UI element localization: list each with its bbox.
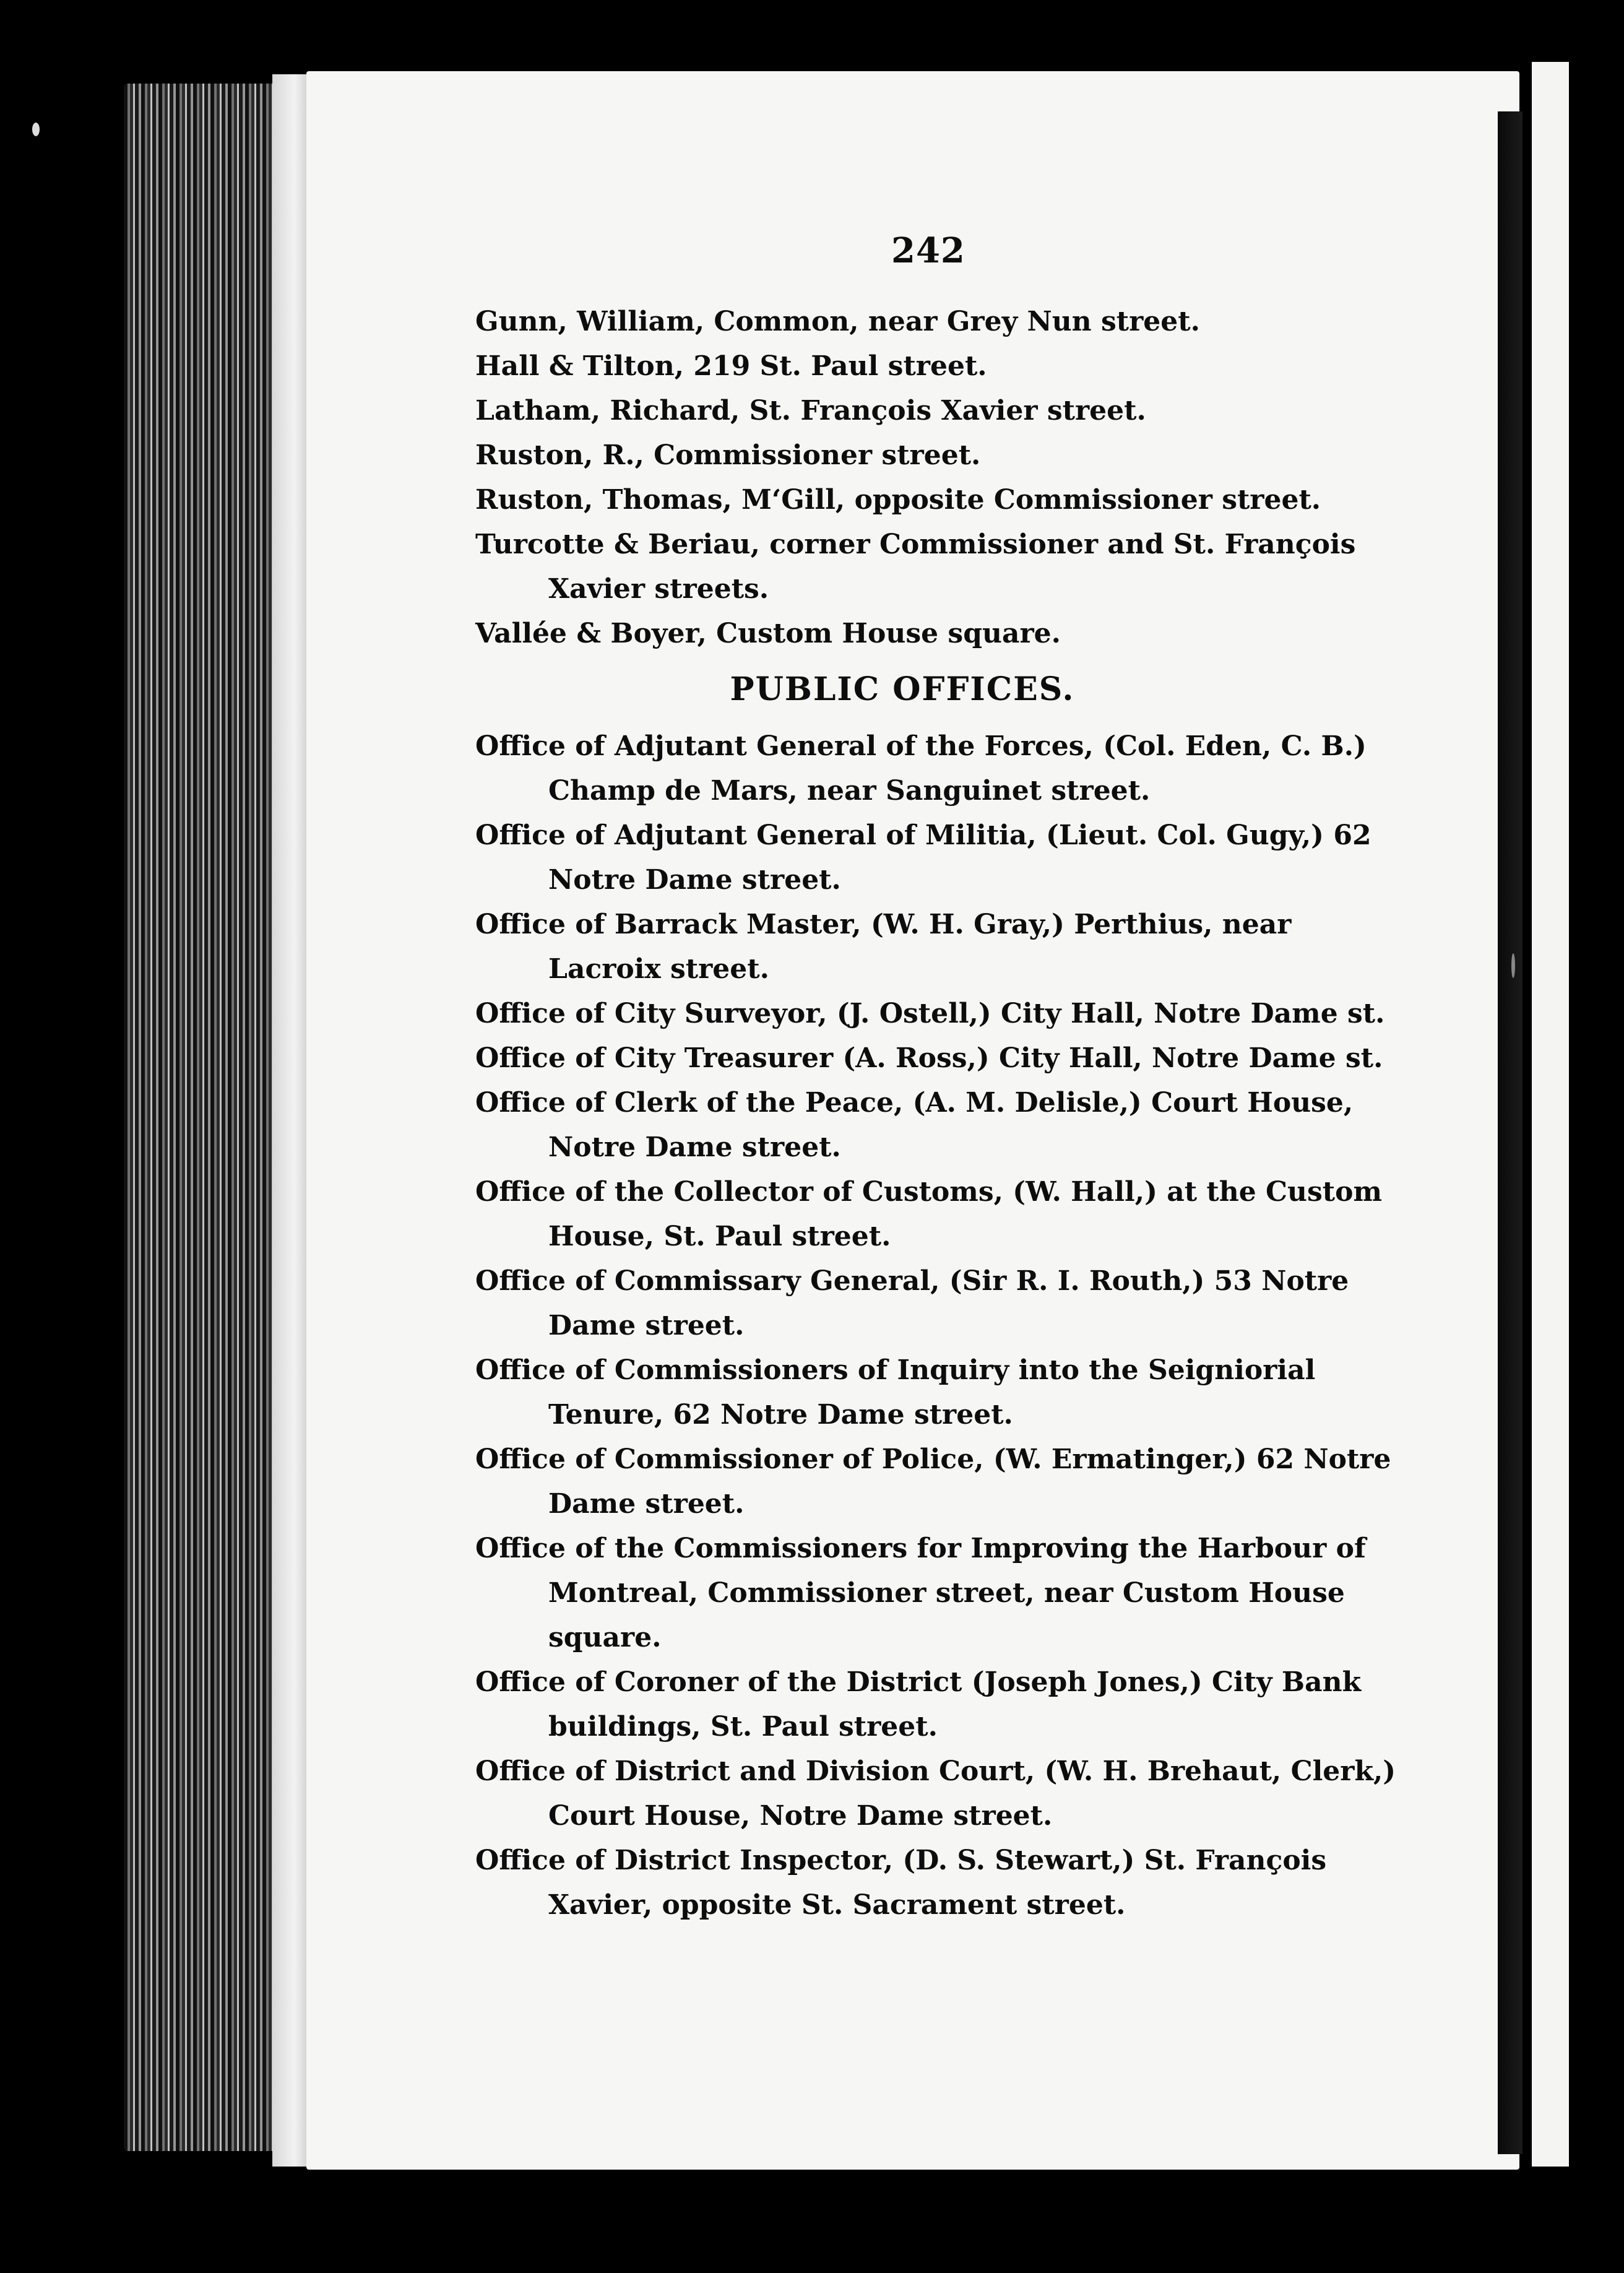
scan-speck — [32, 123, 40, 136]
book-gutter — [272, 74, 309, 2167]
directory-entry: Gunn, William, Common, near Grey Nun street. — [475, 306, 1200, 337]
directory-entry: Hall & Tilton, 219 St. Paul street. — [475, 350, 987, 382]
office-entry: Office of the Commissioners for Improving the Harbour of Montreal, Commissioner street, near Custom House square. — [475, 1533, 1366, 1653]
directory-entry: Latham, Richard, St. François Xavier street. — [475, 395, 1146, 426]
scan-speck — [1511, 953, 1515, 978]
page-content — [475, 300, 1404, 1928]
office-entry: Office of Adjutant General of Militia, (Lieut. Col. Gugy,) 62 Notre Dame street. — [475, 820, 1371, 896]
page-number: 242 — [891, 230, 965, 271]
adjacent-page-strip — [1532, 62, 1569, 2167]
office-entry: Office of Barrack Master, (W. H. Gray,) Perthius, near Lacroix street. — [475, 909, 1292, 985]
directory-entry: Turcotte & Beriau, corner Commissioner and St. François Xavier streets. — [475, 529, 1356, 605]
office-entry: Office of Clerk of the Peace, (A. M. Delisle,) Court House, Notre Dame street. — [475, 1087, 1354, 1163]
office-entry: Office of the Collector of Customs, (W. Hall,) at the Custom House, St. Paul street. — [475, 1176, 1383, 1252]
office-entry: Office of District and Division Court, (W. H. Brehaut, Clerk,) Court House, Notre Dame street. — [475, 1756, 1396, 1832]
directory-entry: Vallée & Boyer, Custom House square. — [475, 618, 1061, 649]
section-heading: PUBLIC OFFICES. — [730, 670, 1075, 708]
office-entry: Office of Commissary General, (Sir R. I. Routh,) 53 Notre Dame street. — [475, 1265, 1349, 1341]
office-entry: Office of District Inspector, (D. S. Stewart,) St. François Xavier, opposite St. Sacrament street. — [475, 1845, 1327, 1921]
directory-entry: Ruston, Thomas, M‘Gill, opposite Commissioner street. — [475, 484, 1321, 516]
office-entry: Office of City Surveyor, (J. Ostell,) City Hall, Notre Dame st. — [475, 998, 1385, 1029]
office-entry: Office of City Treasurer (A. Ross,) City Hall, Notre Dame st. — [475, 1042, 1383, 1074]
public-offices-list — [475, 724, 1404, 1928]
office-entry: Office of Adjutant General of the Forces, (Col. Eden, C. B.) Champ de Mars, near Sanguinet street. — [475, 730, 1367, 807]
directory-list — [475, 300, 1404, 656]
office-entry: Office of Commissioners of Inquiry into the Seigniorial Tenure, 62 Notre Dame street. — [475, 1354, 1316, 1431]
directory-entry: Ruston, R., Commissioner street. — [475, 439, 981, 471]
page-curl-shadow — [1498, 111, 1522, 2154]
office-entry: Office of Coroner of the District (Joseph Jones,) City Bank buildings, St. Paul street. — [475, 1666, 1362, 1743]
office-entry: Office of Commissioner of Police, (W. Ermatinger,) 62 Notre Dame street. — [475, 1444, 1391, 1520]
